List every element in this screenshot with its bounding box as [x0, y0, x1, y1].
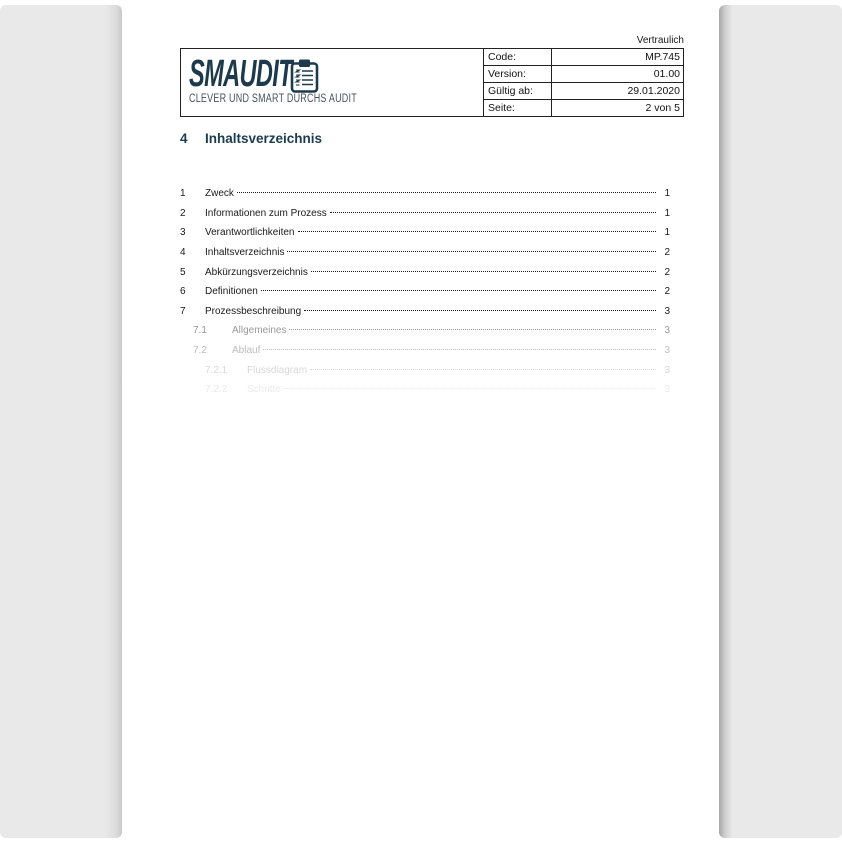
toc-page-number: 1: [664, 188, 670, 200]
toc-dot-leader: [284, 387, 656, 389]
toc-dot-leader: [298, 230, 657, 232]
toc-dot-leader: [304, 309, 656, 311]
toc-number: 5: [180, 266, 186, 278]
toc-title: Zweck: [205, 188, 234, 200]
toc-number: 7: [180, 305, 186, 317]
toc-title: Abkürzungsverzeichnis: [205, 266, 308, 278]
toc-entry[interactable]: [205, 380, 670, 400]
meta-rows: [484, 49, 683, 116]
toc-entry[interactable]: [180, 184, 670, 204]
toc-entry[interactable]: [193, 341, 670, 361]
brand-text: SMAUDIT: [189, 53, 292, 95]
toc-entry[interactable]: [180, 262, 670, 282]
meta-row-code: [484, 49, 683, 66]
toc-entry[interactable]: [180, 204, 670, 224]
toc-number: 6: [180, 286, 186, 298]
meta-label: Gültig ab:: [484, 83, 552, 99]
meta-row-version: [484, 66, 683, 83]
toc-title: Flussdiagram: [247, 364, 308, 376]
meta-value: 01.00: [653, 68, 680, 80]
toc-dot-leader: [330, 211, 656, 213]
toc-dot-leader: [261, 289, 656, 291]
toc-number: 2: [180, 207, 186, 219]
toc-page-number: 1: [664, 207, 670, 219]
meta-value: 2 von 5: [645, 102, 680, 114]
toc-page-number: 3: [664, 384, 670, 396]
toc-title: Allgemeines: [232, 325, 287, 337]
toc-entry[interactable]: [180, 223, 670, 243]
toc-title: Verantwortlichkeiten: [205, 227, 295, 239]
toc-title: Definitionen: [205, 286, 258, 298]
viewer-background-right: [719, 5, 842, 838]
document-page: [122, 0, 719, 842]
toc-number: 3: [180, 227, 186, 239]
toc-dot-leader: [237, 191, 656, 193]
toc-page-number: 3: [664, 345, 670, 357]
toc-title: Schritte: [247, 384, 281, 396]
toc-number: 1: [180, 188, 186, 200]
toc-dot-leader: [311, 270, 656, 272]
meta-row-valid-from: [484, 83, 683, 100]
toc-title: Inhaltsverzeichnis: [205, 247, 285, 259]
toc-number: 7.1: [193, 325, 207, 337]
meta-value: MP.745: [645, 51, 680, 63]
toc-dot-leader: [289, 328, 656, 330]
toc-entry[interactable]: [180, 243, 670, 263]
meta-label: Code:: [484, 49, 552, 65]
toc-dot-leader: [310, 368, 656, 370]
toc-page-number: 2: [664, 286, 670, 298]
table-of-contents: [122, 184, 670, 400]
toc-number: 4: [180, 247, 186, 259]
heading-title: Inhaltsverzeichnis: [205, 131, 323, 146]
brand-tagline: CLEVER UND SMART DURCHS AUDIT: [189, 93, 357, 105]
header-meta-table: [180, 48, 684, 117]
toc-dot-leader: [263, 348, 656, 350]
toc-number: 7.2.2: [205, 384, 228, 396]
logo-cell: [181, 49, 484, 116]
toc-page-number: 3: [664, 325, 670, 337]
toc-page-number: 3: [664, 364, 670, 376]
toc-number: 7.2: [193, 345, 207, 357]
toc-title: Prozessbeschreibung: [205, 305, 302, 317]
toc-title: Ablauf: [232, 345, 261, 357]
section-heading: [180, 131, 322, 146]
toc-entry[interactable]: [193, 321, 670, 341]
toc-dot-leader: [287, 250, 656, 252]
viewer-background-left: [0, 5, 122, 838]
toc-title: Informationen zum Prozess: [205, 207, 327, 219]
toc-page-number: 3: [664, 305, 670, 317]
toc-page-number: 2: [664, 266, 670, 278]
heading-number: 4: [180, 131, 188, 146]
meta-row-page: [484, 100, 683, 116]
toc-page-number: 1: [664, 227, 670, 239]
meta-label: Version:: [484, 66, 552, 82]
toc-entry[interactable]: [180, 282, 670, 302]
confidential-label: Vertraulich: [636, 35, 684, 46]
toc-entry[interactable]: [205, 360, 670, 380]
toc-entry[interactable]: [180, 302, 670, 322]
meta-label: Seite:: [484, 100, 552, 116]
meta-value: 29.01.2020: [627, 85, 680, 97]
toc-number: 7.2.1: [205, 364, 228, 376]
toc-page-number: 2: [664, 247, 670, 259]
